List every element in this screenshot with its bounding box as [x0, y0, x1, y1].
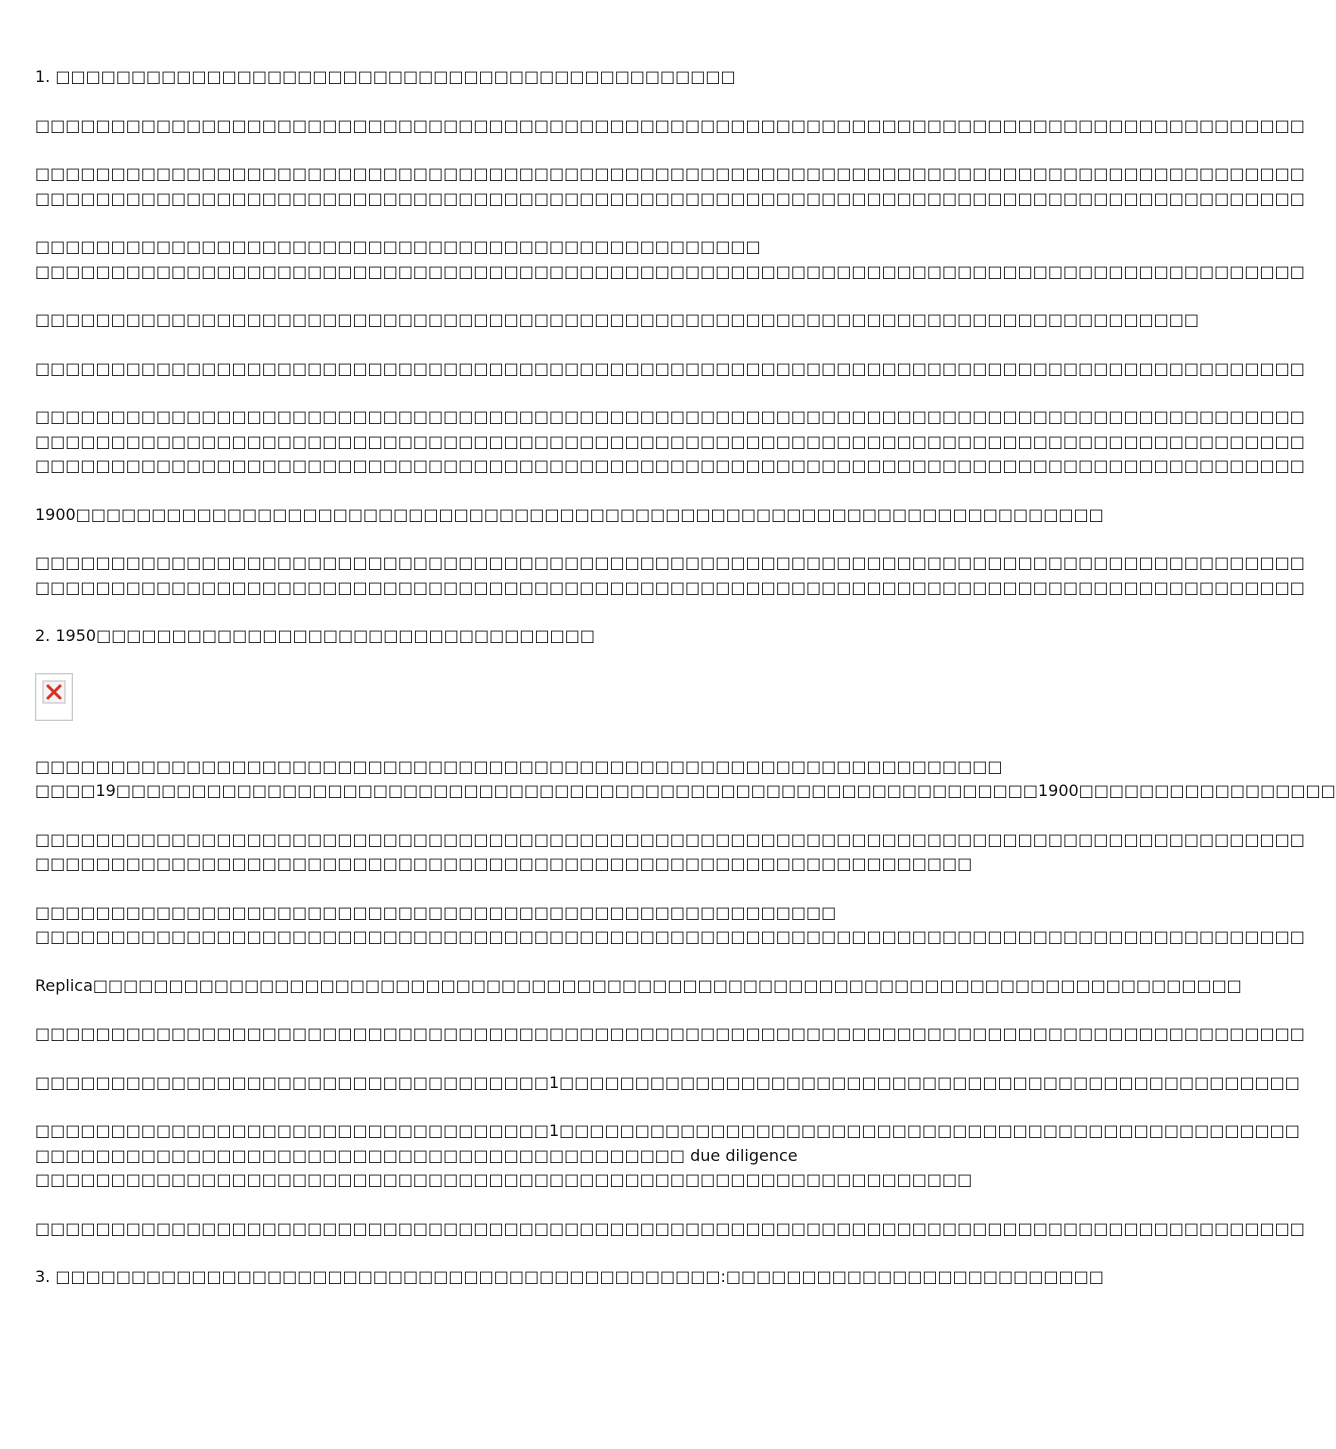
- text-line: □□□□□□□□□□□□□□□□□□□□□□□□□□□□□□□□□□□□□□□□□□□□□□□□□□□□□□□□□□□□□□□□□□□□□□□□□□□□□□□□□□□□: [35, 1024, 1305, 1043]
- text-line: □□□□□□□□□□□□□□□□□□□□□□□□□□□□□□□□□□□□□□□□□□□□□□□□□□□□□□□□□□□□□□□□□□□□□□□□□□□□□□□□□□□□: [35, 829, 1305, 849]
- paragraph: [35, 235, 1305, 284]
- paragraph: [35, 551, 1305, 600]
- text-line: □□□□□□□□□□□□□□□□□□□□□□□□□□□□□□□□□□1□□□□□□□□□□□□□□□□□□□□□□□□□□□□□□□□□□□□□□□□□□□□□□□□□: [35, 1121, 1300, 1140]
- text-line: 1. □□□□□□□□□□□□□□□□□□□□□□□□□□□□□□□□□□□□□□□□□□□□□: [35, 67, 736, 86]
- text-line: □□□□□□□□□□□□□□□□□□□□□□□□□□□□□□□□□□□□□□□□□□□□□□□□□□□□□: [35, 902, 837, 922]
- text-line: □□□□□□□□□□□□□□□□□□□□□□□□□□□□□□□□□□□□□□□□□□□□□□□□□□□□□□□□□□□□□□□□: [35, 756, 1003, 776]
- paragraph: [35, 162, 1305, 211]
- text-line: □□□□□□□□□□□□□□□□□□□□□□□□□□□□□□□□□□□□□□□□□□□□□□□□□□□□□□□□□□□□□□□□□□□□□□□□□□□□□□□□□□□□: [35, 1218, 1305, 1238]
- paragraph: [35, 901, 1305, 950]
- text-line: □□□□□□□□□□□□□□□□□□□□□□□□□□□□□□□□□□□□□□□□□□□□□□□□□□□□□□□□□□□□□□: [35, 854, 973, 873]
- paragraph: [35, 1217, 1305, 1242]
- text-line: □□□□□□□□□□□□□□□□□□□□□□□□□□□□□□□□□□□□□□□□□□□□□□□□□□□□□□□□□□□□□□□□□□□□□□□□□□□□□□□□□□□□: [35, 164, 1305, 183]
- document-body: [35, 65, 1336, 1314]
- paragraph: [35, 308, 1200, 333]
- paragraph: [35, 755, 1336, 804]
- paragraph: [35, 65, 990, 90]
- text-line: Replica□□□□□□□□□□□□□□□□□□□□□□□□□□□□□□□□□□□□□□□□□□□□□□□□□□□□□□□□□□□□□□□□□□□□□□□□□□□□: [35, 975, 1242, 995]
- paragraph: [35, 1119, 1300, 1193]
- text-line: □□□□□□□□□□□□□□□□□□□□□□□□□□□□□□□□□□□□□□□□□□□□□□□□□□□□□□□□□□□□□□□□□□□□□□□□□□□□□□□□□□□□: [35, 431, 1305, 451]
- paragraph: [35, 1071, 1300, 1096]
- text-line: □□□□19□□□□□□□□□□□□□□□□□□□□□□□□□□□□□□□□□□□□□□□□□□□□□□□□□□□□□□□□□□□□□1900□□□□□□□□□□□□□□□□□: [35, 781, 1336, 800]
- text-line: □□□□□□□□□□□□□□□□□□□□□□□□□□□□□□□□□□□□□□□□□□□□□□□□□□□□□□□□□□□□□□: [35, 1170, 973, 1189]
- text-line: □□□□□□□□□□□□□□□□□□□□□□□□□□□□□□□□□□□□□□□□□□□□□□□□□□□□□□□□□□□□□□□□□□□□□□□□□□□□□□□□□□□□: [35, 927, 1305, 946]
- paragraph: [35, 503, 1104, 528]
- broken-image-icon: [35, 673, 73, 721]
- text-line: 1900□□□□□□□□□□□□□□□□□□□□□□□□□□□□□□□□□□□□□□□□□□□□□□□□□□□□□□□□□□□□□□□□□□□□: [35, 504, 1104, 524]
- text-line: □□□□□□□□□□□□□□□□□□□□□□□□□□□□□□□□□□1□□□□□□□□□□□□□□□□□□□□□□□□□□□□□□□□□□□□□□□□□□□□□□□□□: [35, 1072, 1300, 1092]
- text-line: □□□□□□□□□□□□□□□□□□□□□□□□□□□□□□□□□□□□□□□□□□□□□□□□□□□□□□□□□□□□□□□□□□□□□□□□□□□□□□□□□□□□: [35, 115, 1305, 135]
- text-line: □□□□□□□□□□□□□□□□□□□□□□□□□□□□□□□□□□□□□□□□□□□□□□□□□□□□□□□□□□□□□□□□□□□□□□□□□□□□□□□□□□□□: [35, 456, 1305, 475]
- paragraph: [35, 1022, 1305, 1047]
- paragraph: [35, 357, 1305, 382]
- text-line: □□□□□□□□□□□□□□□□□□□□□□□□□□□□□□□□□□□□□□□□□□□□□□□□: [35, 237, 761, 256]
- text-line: 2. 1950□□□□□□□□□□□□□□□□□□□□□□□□□□□□□□□□□: [35, 626, 595, 645]
- text-line: □□□□□□□□□□□□□□□□□□□□□□□□□□□□□□□□□□□□□□□□□□□□□□□□□□□□□□□□□□□□□□□□□□□□□□□□□□□□□□□□□□□□: [35, 188, 1305, 208]
- text-line: □□□□□□□□□□□□□□□□□□□□□□□□□□□□□□□□□□□□□□□□□□□□□□□□□□□□□□□□□□□□□□□□□□□□□□□□□□□□□□□□□□□□: [35, 261, 1305, 281]
- text-line: □□□□□□□□□□□□□□□□□□□□□□□□□□□□□□□□□□□□□□□□□□□□□□□□□□□□□□□□□□□□□□□□□□□□□□□□□□□□□□□□□□□□: [35, 553, 1305, 572]
- text-line: □□□□□□□□□□□□□□□□□□□□□□□□□□□□□□□□□□□□□□□□□□□□□□□□□□□□□□□□□□□□□□□□□□□□□□□□□□□□□□□□□□□□: [35, 577, 1305, 597]
- text-line: □□□□□□□□□□□□□□□□□□□□□□□□□□□□□□□□□□□□□□□□□□□□□□□□□□□□□□□□□□□□□□□□□□□□□□□□□□□□□: [35, 310, 1200, 329]
- paragraph: [35, 114, 1305, 139]
- paragraph: [35, 828, 1305, 877]
- paragraph: [35, 974, 1242, 999]
- text-line: □□□□□□□□□□□□□□□□□□□□□□□□□□□□□□□□□□□□□□□□□□□ due diligence: [35, 1145, 798, 1165]
- text-line: 3. □□□□□□□□□□□□□□□□□□□□□□□□□□□□□□□□□□□□□□□□□□□□:□□□□□□□□□□□□□□□□□□□□□□□□□: [35, 1267, 1104, 1286]
- paragraph: [35, 405, 1305, 479]
- text-line: □□□□□□□□□□□□□□□□□□□□□□□□□□□□□□□□□□□□□□□□□□□□□□□□□□□□□□□□□□□□□□□□□□□□□□□□□□□□□□□□□□□□: [35, 407, 1305, 426]
- paragraph: [35, 624, 990, 649]
- text-line: □□□□□□□□□□□□□□□□□□□□□□□□□□□□□□□□□□□□□□□□□□□□□□□□□□□□□□□□□□□□□□□□□□□□□□□□□□□□□□□□□□□□: [35, 358, 1305, 378]
- paragraph: [35, 1265, 1104, 1290]
